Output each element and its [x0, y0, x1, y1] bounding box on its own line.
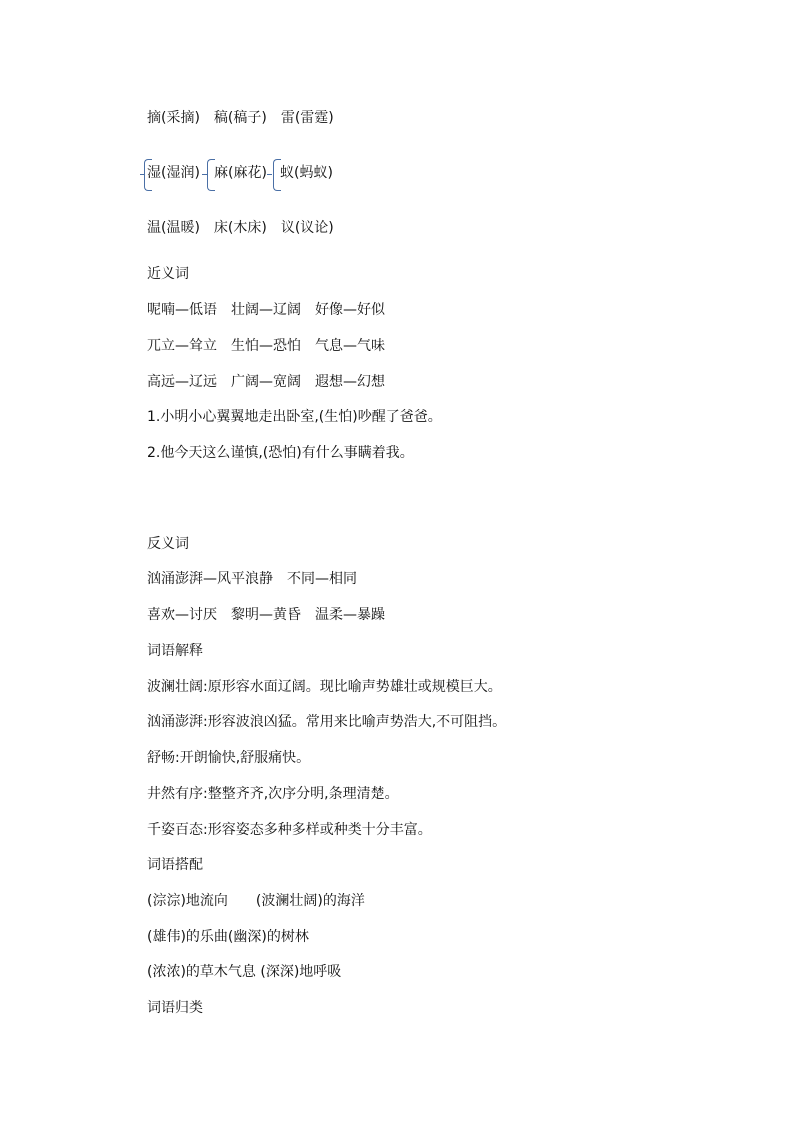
explanations-heading: 词语解释	[147, 643, 203, 659]
brace-tick-icon	[267, 174, 272, 175]
synonym-line: 兀立—耸立 生怕—恐怕 气息—气味	[147, 338, 385, 354]
synonym-line: 呢喃—低语 壮阔—辽阔 好像—好似	[147, 302, 385, 318]
explanation-line: 井然有序:整整齐齐,次序分明,条理清楚。	[147, 786, 399, 802]
explanation-line: 舒畅:开朗愉快,舒服痛快。	[147, 750, 311, 766]
antonym-line: 汹涌澎湃—风平浪静 不同—相同	[147, 571, 357, 587]
classification-heading: 词语归类	[147, 1000, 203, 1016]
collocation-line: (雄伟)的乐曲(幽深)的树林	[147, 929, 309, 945]
char-row-2-item: 湿(湿润)	[147, 165, 200, 181]
char-row-2-item: 麻(麻花)	[214, 165, 267, 181]
char-row-1: 摘(采摘) 稿(稿子) 雷(雷霆)	[147, 110, 334, 126]
synonyms-heading: 近义词	[147, 266, 189, 282]
char-row-3: 温(温暖) 床(木床) 议(议论)	[147, 220, 334, 236]
antonyms-heading: 反义词	[147, 536, 189, 552]
collocation-line: (淙淙)地流向 (波澜壮阔)的海洋	[147, 893, 365, 909]
collocations-heading: 词语搭配	[147, 857, 203, 873]
char-row-2-item: 蚁(蚂蚁)	[280, 165, 333, 181]
antonym-line: 喜欢—讨厌 黎明—黄昏 温柔—暴躁	[147, 607, 385, 623]
synonym-line: 高远—辽远 广阔—宽阔 遐想—幻想	[147, 374, 385, 390]
char-row-2-braces	[140, 163, 400, 195]
explanation-line: 千姿百态:形容姿态多种多样或种类十分丰富。	[147, 822, 432, 838]
explanation-line: 波澜壮阔:原形容水面辽阔。现比喻声势雄壮或规模巨大。	[147, 679, 502, 695]
explanation-line: 汹涌澎湃:形容波浪凶猛。常用来比喻声势浩大,不可阻挡。	[147, 714, 507, 730]
synonym-example: 1.小明小心翼翼地走出卧室,(生怕)吵醒了爸爸。	[147, 409, 442, 425]
collocation-line: (浓浓)的草木气息 (深深)地呼吸	[147, 964, 342, 980]
synonym-example: 2.他今天这么谨慎,(恐怕)有什么事瞒着我。	[147, 445, 414, 461]
